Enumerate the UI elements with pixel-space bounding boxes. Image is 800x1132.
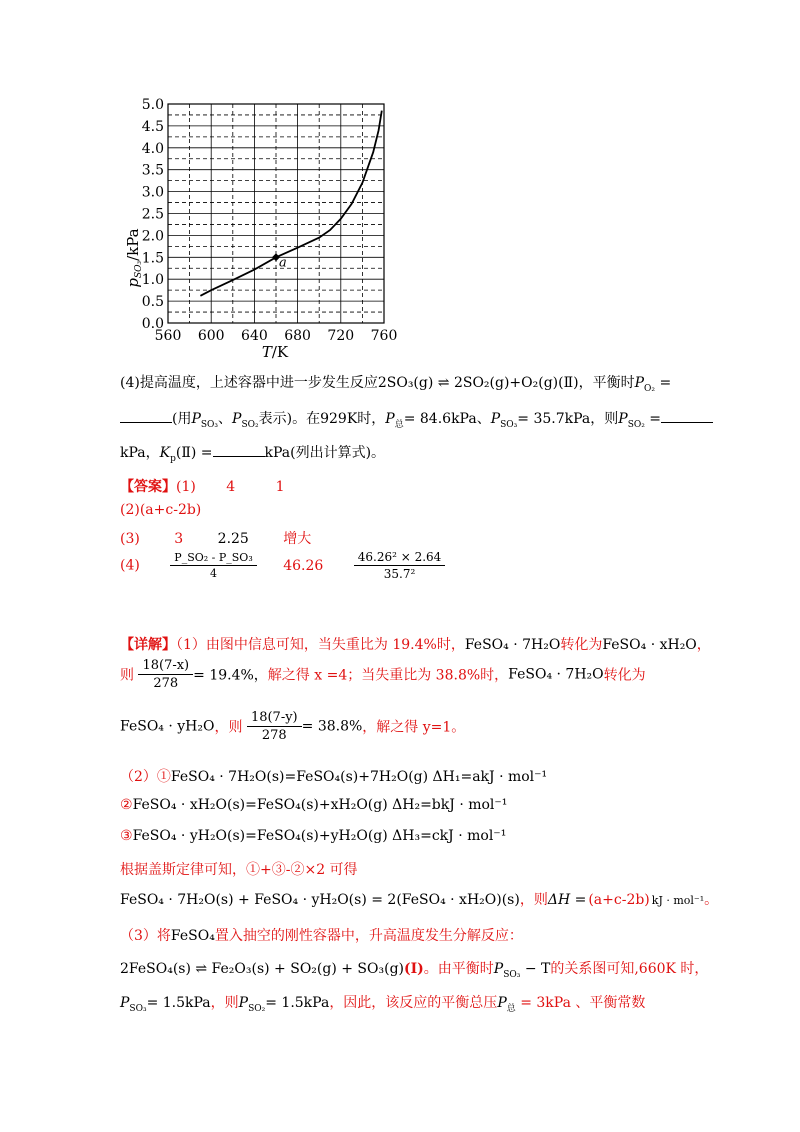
y-tick-label: 0.0 (141, 316, 164, 332)
pressure-value: = 35.7kPa (517, 411, 591, 427)
equals-sign: = (196, 445, 213, 461)
answer-value: = 3 (515, 995, 546, 1011)
detail-label: 【详解】 (120, 637, 176, 653)
detail-line10 (120, 958, 708, 980)
chemical-formula: FeSO₄ · yH₂O (120, 718, 215, 735)
y-tick-label: 5.0 (141, 97, 164, 113)
detail-line4 (120, 766, 547, 786)
fraction-denominator: 35.7² (383, 567, 416, 581)
detail-text: 置入抽空的刚性容器中，升高温度发生分解反应： (214, 928, 523, 944)
pressure-value: = 1.5kPa (146, 995, 211, 1011)
detail-line6 (120, 828, 506, 844)
answer-value: 1 (275, 479, 285, 495)
chemical-formula: FeSO₄ (170, 928, 215, 944)
y-tick-label: 4.0 (141, 140, 164, 157)
detail-line5 (120, 797, 507, 813)
y-tick-label: 4.5 (141, 118, 164, 135)
answer-value: 增大 (283, 531, 312, 547)
fraction-denominator: 278 (261, 728, 287, 743)
answer-line1 (120, 476, 285, 496)
symbol-p: P (385, 411, 395, 427)
answer-value: 46.26 (283, 557, 324, 574)
answer-line4 (120, 550, 445, 581)
reaction-equation: 2FeSO₄(s) ⇌ Fe₂O₃(s) + SO₂(g) + SO₃(g) (120, 961, 404, 977)
detail-fraction (138, 658, 193, 691)
y-tick-label: 1.0 (141, 272, 164, 289)
chemical-formula: FeSO₄ · 7H₂O (464, 637, 561, 653)
reaction-equation: 2SO₃(g) ⇌ 2SO₂(g)+O₂(g)(Ⅱ) (377, 375, 579, 391)
equals-sign: = (644, 411, 662, 427)
symbol-sub: p (170, 453, 176, 464)
answer-line2: (2)(a+c-2b) (120, 502, 202, 518)
detail-text: （1）由图中信息可知，当失重比为 19.4%时， (176, 637, 465, 653)
detail-fraction (247, 710, 302, 743)
symbol-p: P (191, 411, 201, 427)
symbol-k: K (159, 445, 171, 461)
fraction-numerator: 18(7-x) (138, 658, 193, 675)
detail-text: ② (120, 797, 133, 813)
answer-value: (a+c-2b) (588, 892, 650, 908)
x-tick-label: 760 (370, 328, 398, 344)
symbol-p: P (238, 995, 249, 1011)
thermochemical-equation: FeSO₄ · xH₂O(s)=FeSO₄(s)+xH₂O(g) ΔH₂=bkJ · mol⁻¹ (132, 797, 508, 813)
detail-text: （2）① (120, 769, 171, 785)
y-tick-label: 2.5 (141, 206, 164, 223)
separator: 、 (476, 411, 491, 427)
symbol-sub: SO₃ (129, 1003, 147, 1014)
symbol-sub: SO₃ (500, 419, 518, 430)
answer-blank[interactable] (120, 421, 172, 423)
question-4-line3 (120, 442, 385, 464)
equals-sign: = (655, 375, 672, 391)
detail-text: 。由平衡时 (423, 961, 494, 977)
symbol-p: P (493, 961, 504, 977)
symbol-t: − T (520, 961, 551, 977)
equation-result: = 38.8% (301, 718, 363, 735)
thermochemical-equation: FeSO₄ · yH₂O(s)=FeSO₄(s)+yH₂O(g) ΔH₃=ckJ · mol⁻¹ (132, 828, 507, 844)
question-text: kPa(列出计算式)。 (264, 445, 386, 461)
answer-label: 【答案】 (120, 479, 176, 495)
symbol-sub: SO₂ (627, 419, 645, 430)
chart-grid (168, 104, 384, 323)
detail-text: ， (696, 637, 711, 653)
detail-text: ，因此，该反应的平衡总压 (329, 995, 498, 1011)
pressure-value: = 84.6kPa (403, 411, 477, 427)
answer-number: (1) (176, 479, 196, 495)
pressure-value: = 1.5kPa (265, 995, 330, 1011)
answer-line3 (120, 528, 311, 548)
symbol-p: P (497, 995, 507, 1011)
thermochemical-equation: FeSO₄ · 7H₂O(s)=FeSO₄(s)+7H₂O(g) ΔH₁=akJ · mol⁻¹ (170, 769, 548, 785)
answer-fraction (170, 551, 256, 580)
detail-text: ，则 (214, 719, 243, 736)
chart-ticks (142, 97, 398, 344)
question-text: 表示)。在 (258, 411, 321, 427)
detail-line3 (120, 710, 465, 743)
combined-equation: FeSO₄ · 7H₂O(s) + FeSO₄ · yH₂O(s) = 2(FeSO₄ · xH₂O)(s) (120, 892, 520, 908)
question-number: (4) (120, 375, 140, 391)
fraction-numerator: P_SO₂ - P_SO₃ (170, 551, 256, 566)
detail-text: 则 (120, 667, 134, 684)
detail-text: 。 (704, 892, 719, 908)
y-axis-label: $p_{SO_3}$/kPa (124, 228, 144, 288)
symbol-sub: SO₂ (241, 419, 259, 430)
answer-blank[interactable] (661, 421, 713, 423)
point-a-label: a (279, 255, 287, 271)
symbol-sub: SO₃ (200, 419, 219, 430)
question-text: ，则 (590, 411, 619, 427)
question-text: (用 (172, 411, 192, 427)
detail-text: ，解之得 y=1。 (362, 719, 466, 736)
symbol-p: P (618, 411, 628, 427)
answer-fraction (354, 550, 446, 581)
detail-text: 解之得 x =4；当失重比为 38.8%时， (267, 667, 509, 684)
fraction-numerator: 46.26² × 2.64 (354, 550, 446, 566)
question-text: 时， (357, 411, 386, 427)
y-tick-label: 3.0 (141, 184, 164, 201)
y-tick-label: 3.5 (141, 162, 164, 179)
symbol-sub: 总 (394, 419, 404, 430)
detail-line8 (120, 889, 718, 909)
unit-text: kJ · mol⁻¹ (651, 894, 705, 907)
y-tick-label: 2.0 (141, 228, 164, 245)
symbol-p: P (120, 995, 130, 1011)
detail-line7: 根据盖斯定律可知，①+③-②×2 可得 (120, 862, 358, 878)
x-tick-label: 560 (154, 328, 182, 344)
detail-text: （3）将 (120, 928, 171, 944)
symbol-p: P (232, 411, 242, 427)
fraction-numerator: 18(7-y) (247, 710, 302, 727)
answer-value: 4 (226, 479, 236, 495)
answer-number: (3) (120, 531, 140, 547)
x-tick-label: 680 (284, 328, 311, 344)
unit-text: kPa (120, 445, 146, 461)
question-4-line2 (120, 408, 713, 430)
answer-number: (4) (120, 557, 140, 574)
question-text: 提高温度，上述容器中进一步发生反应 (139, 375, 378, 391)
x-axis-label: T/K (261, 343, 289, 361)
detail-line2 (120, 658, 646, 691)
answer-value: 2.25 (217, 531, 249, 547)
answer-value: 3 (174, 531, 184, 547)
symbol-p: P (490, 411, 501, 427)
detail-text: ，则 (210, 995, 239, 1011)
question-4-line1 (120, 372, 671, 394)
y-tick-label: 1.5 (141, 250, 164, 267)
separator: 、 (218, 411, 233, 427)
fraction-denominator: 278 (153, 676, 179, 691)
detail-text: ③ (120, 828, 133, 844)
symbol-sub: SO₃ (503, 969, 521, 980)
question-text: ，平衡时 (578, 375, 635, 391)
equation-result: = 19.4%， (193, 667, 268, 684)
detail-line11 (120, 992, 645, 1014)
answer-blank[interactable] (213, 455, 265, 457)
reaction-number: (Ⅱ) (175, 445, 197, 461)
symbol-sub: SO₂ (248, 1003, 266, 1014)
detail-text: 转化为 (560, 637, 603, 653)
detail-line1 (120, 634, 711, 654)
reaction-number: (Ⅰ) (404, 961, 424, 977)
symbol-sub: O₂ (644, 383, 655, 394)
chemical-formula: FeSO₄ · 7H₂O (508, 666, 604, 683)
chemical-formula: FeSO₄ · xH₂O (602, 637, 697, 653)
x-tick-label: 600 (197, 328, 225, 344)
x-tick-label: 640 (241, 328, 268, 344)
detail-text: 转化为 (603, 667, 646, 684)
x-tick-label: 720 (327, 328, 355, 344)
y-tick-label: 0.5 (141, 294, 164, 311)
pso3-temperature-chart (120, 92, 410, 362)
symbol-p: P (634, 375, 644, 391)
symbol-sub: 总 (506, 1003, 516, 1014)
fraction-denominator: 4 (210, 567, 218, 580)
detail-text: 的关系图可知,660K 时， (550, 961, 709, 977)
detail-text: kPa 、平衡常数 (545, 995, 646, 1011)
detail-line9 (120, 925, 523, 945)
delta-h: ΔH = (547, 892, 587, 908)
detail-text: ，则 (519, 892, 548, 908)
question-text: ， (145, 445, 160, 461)
temperature-value: 929K (320, 411, 358, 427)
